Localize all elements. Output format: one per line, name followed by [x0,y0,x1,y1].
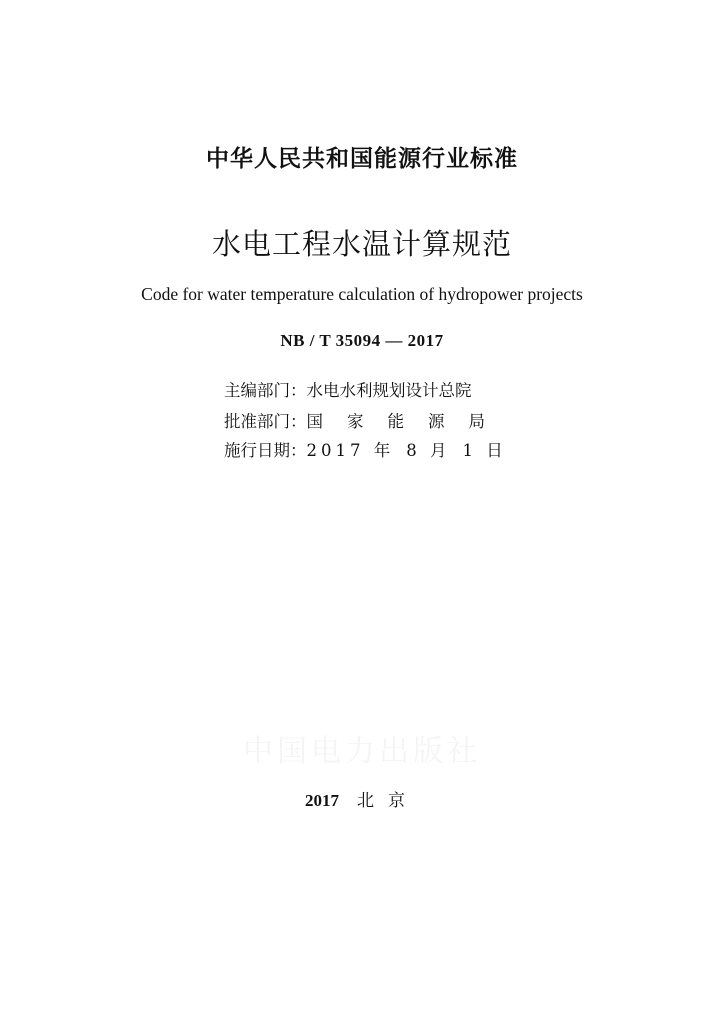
standard-category-header: 中华人民共和国能源行业标准 [206,146,518,172]
imprint-city: 北京 [357,791,419,811]
publication-imprint [0,786,724,811]
effective-date-row [224,437,507,461]
english-title: Code for water temperature calculation of hydropower projects [141,284,583,304]
editor-label: 主编部门： [224,381,307,400]
approver-row [224,408,509,432]
editor-value: 水电水利规划设计总院 [306,381,472,400]
document-title: 水电工程水温计算规范 [211,227,512,261]
imprint-year: 2017 [305,791,339,810]
standard-code: NB / T 35094 — 2017 [280,331,444,350]
approver-label: 批准部门： [224,412,307,431]
editor-row [224,377,472,401]
publisher-watermark: 中国电力出版社 [243,734,481,769]
effective-date-label: 施行日期： [224,441,307,460]
approver-value: 国家能源局 [306,412,509,431]
effective-date-year: 2017 年 [306,441,395,460]
effective-date-month: 8 月 [406,441,451,460]
effective-date-day: 1 日 [462,441,507,460]
